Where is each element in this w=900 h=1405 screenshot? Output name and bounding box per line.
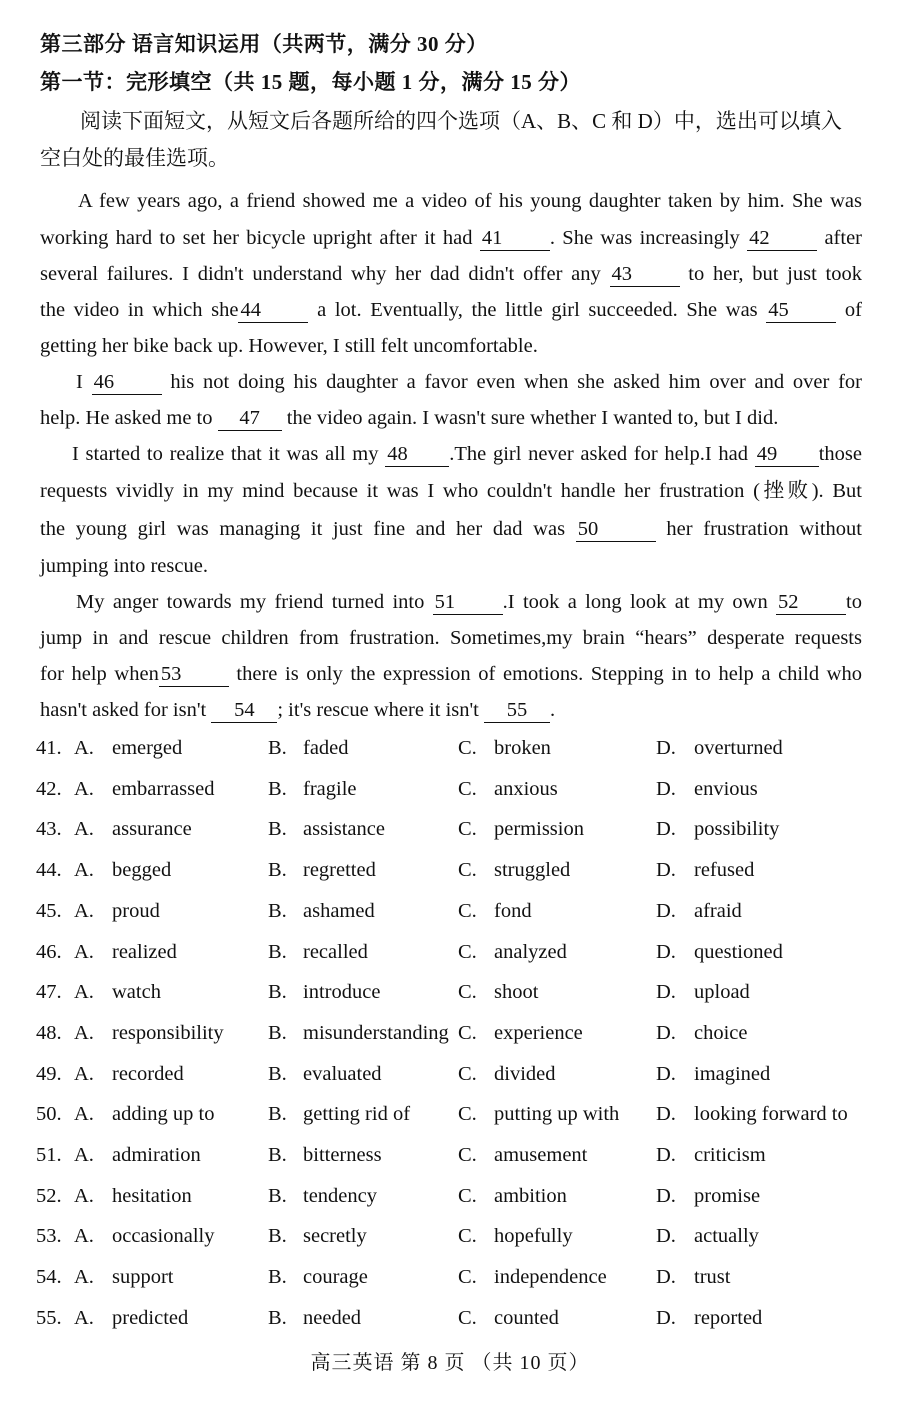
question-number: 46. — [36, 941, 62, 963]
option-letter-d: D. — [656, 1225, 676, 1247]
question-number: 50. — [36, 1103, 62, 1125]
option-d: promise — [694, 1185, 761, 1207]
option-c: independence — [494, 1266, 607, 1288]
option-a: assurance — [112, 818, 192, 840]
question-row — [36, 778, 876, 804]
option-letter-a: A. — [74, 737, 94, 759]
option-a: embarrassed — [112, 778, 215, 800]
option-b: regretted — [303, 859, 376, 881]
passage-line: working hard to set her bicycle upright after it had 41 . She was increasingly 42 after — [40, 227, 862, 249]
option-d: trust — [694, 1266, 731, 1288]
section-title: 第三部分 语言知识运用（共两节，满分 30 分） — [40, 32, 488, 56]
subsection-title: 第一节：完形填空（共 15 题，每小题 1 分，满分 15 分） — [40, 70, 581, 94]
question-row — [36, 859, 876, 885]
option-b: fragile — [303, 778, 357, 800]
option-b: tendency — [303, 1185, 377, 1207]
option-letter-a: A. — [74, 818, 94, 840]
option-letter-b: B. — [268, 1103, 287, 1125]
blank-41: 41 — [480, 228, 550, 251]
blank-44: 44 — [238, 300, 308, 323]
blank-50: 50 — [576, 519, 656, 542]
passage-line: jump in and rescue children from frustration. Sometimes,my brain “hears” desperate requests — [40, 627, 862, 649]
question-row — [36, 941, 876, 967]
option-letter-c: C. — [458, 1266, 477, 1288]
option-a: responsibility — [112, 1022, 224, 1044]
blank-43: 43 — [610, 264, 680, 287]
option-letter-a: A. — [74, 1103, 94, 1125]
option-b: recalled — [303, 941, 368, 963]
question-number: 42. — [36, 778, 62, 800]
option-a: realized — [112, 941, 177, 963]
option-letter-b: B. — [268, 818, 287, 840]
question-row — [36, 737, 876, 763]
option-letter-c: C. — [458, 900, 477, 922]
blank-52: 52 — [776, 592, 846, 615]
option-letter-a: A. — [74, 778, 94, 800]
option-b: courage — [303, 1266, 368, 1288]
option-c: putting up with — [494, 1103, 620, 1125]
option-letter-a: A. — [74, 1063, 94, 1085]
option-d: choice — [694, 1022, 748, 1044]
option-c: broken — [494, 737, 551, 759]
option-letter-c: C. — [458, 737, 477, 759]
option-letter-d: D. — [656, 941, 676, 963]
blank-45: 45 — [766, 300, 836, 323]
option-letter-d: D. — [656, 900, 676, 922]
option-letter-a: A. — [74, 900, 94, 922]
option-d: imagined — [694, 1063, 771, 1085]
blank-49: 49 — [755, 444, 819, 467]
option-letter-b: B. — [268, 1266, 287, 1288]
question-number: 45. — [36, 900, 62, 922]
option-a: emerged — [112, 737, 183, 759]
option-d: actually — [694, 1225, 759, 1247]
option-letter-b: B. — [268, 941, 287, 963]
question-number: 41. — [36, 737, 62, 759]
blank-54: 54 — [211, 700, 277, 723]
option-d: questioned — [694, 941, 783, 963]
option-letter-c: C. — [458, 818, 477, 840]
question-row — [36, 818, 876, 844]
passage-line: for help when53 there is only the expression of emotions. Stepping in to help a child who — [40, 663, 862, 685]
option-letter-d: D. — [656, 1144, 676, 1166]
blank-47: 47 — [218, 408, 282, 431]
option-c: fond — [494, 900, 532, 922]
option-letter-c: C. — [458, 941, 477, 963]
option-letter-a: A. — [74, 981, 94, 1003]
option-letter-d: D. — [656, 818, 676, 840]
question-row — [36, 1063, 876, 1089]
question-row — [36, 1022, 876, 1048]
option-letter-d: D. — [656, 1307, 676, 1329]
option-letter-b: B. — [268, 981, 287, 1003]
question-row — [36, 1266, 876, 1292]
passage-line: jumping into rescue. — [40, 555, 208, 577]
option-letter-a: A. — [74, 1185, 94, 1207]
option-letter-d: D. — [656, 1022, 676, 1044]
question-number: 43. — [36, 818, 62, 840]
option-d: possibility — [694, 818, 780, 840]
option-letter-b: B. — [268, 1225, 287, 1247]
option-b: getting rid of — [303, 1103, 411, 1125]
option-d: overturned — [694, 737, 783, 759]
option-letter-d: D. — [656, 1103, 676, 1125]
option-b: needed — [303, 1307, 362, 1329]
option-letter-c: C. — [458, 1144, 477, 1166]
question-row — [36, 1185, 876, 1211]
option-letter-c: C. — [458, 859, 477, 881]
option-a: support — [112, 1266, 174, 1288]
blank-42: 42 — [747, 228, 817, 251]
option-letter-c: C. — [458, 1307, 477, 1329]
instructions-line-2: 空白处的最佳选项。 — [40, 146, 229, 170]
option-letter-b: B. — [268, 1063, 287, 1085]
option-letter-b: B. — [268, 737, 287, 759]
question-row — [36, 1144, 876, 1170]
option-letter-a: A. — [74, 1144, 94, 1166]
instructions-line-1: 阅读下面短文，从短文后各题所给的四个选项（A、B、C 和 D）中，选出可以填入 — [80, 109, 842, 133]
passage-line: A few years ago, a friend showed me a video of his young daughter taken by him. She was — [78, 190, 862, 212]
passage-line: I started to realize that it was all my 48 .The girl never asked for help.I had 49 those — [72, 443, 862, 465]
option-letter-c: C. — [458, 1103, 477, 1125]
option-letter-b: B. — [268, 859, 287, 881]
blank-55: 55 — [484, 700, 550, 723]
option-letter-b: B. — [268, 778, 287, 800]
question-number: 52. — [36, 1185, 62, 1207]
option-d: reported — [694, 1307, 763, 1329]
option-letter-d: D. — [656, 1266, 676, 1288]
option-c: hopefully — [494, 1225, 573, 1247]
option-b: faded — [303, 737, 349, 759]
option-a: predicted — [112, 1307, 189, 1329]
option-letter-c: C. — [458, 1185, 477, 1207]
option-a: begged — [112, 859, 172, 881]
option-d: refused — [694, 859, 755, 881]
question-row — [36, 981, 876, 1007]
option-letter-b: B. — [268, 1185, 287, 1207]
option-letter-c: C. — [458, 1063, 477, 1085]
option-letter-a: A. — [74, 1307, 94, 1329]
option-a: watch — [112, 981, 161, 1003]
question-row — [36, 900, 876, 926]
option-c: experience — [494, 1022, 583, 1044]
blank-53: 53 — [159, 664, 229, 687]
option-letter-c: C. — [458, 778, 477, 800]
question-number: 53. — [36, 1225, 62, 1247]
option-letter-b: B. — [268, 1144, 287, 1166]
question-number: 54. — [36, 1266, 62, 1288]
blank-46: 46 — [92, 372, 162, 395]
option-a: admiration — [112, 1144, 201, 1166]
option-letter-c: C. — [458, 981, 477, 1003]
blank-48: 48 — [385, 444, 449, 467]
option-a: hesitation — [112, 1185, 192, 1207]
option-b: bitterness — [303, 1144, 382, 1166]
option-d: criticism — [694, 1144, 766, 1166]
page-footer: 高三英语 第 8 页 （共 10 页） — [310, 1352, 590, 1374]
option-d: envious — [694, 778, 758, 800]
option-d: upload — [694, 981, 750, 1003]
passage-line: requests vividly in my mind because it was I who couldn't handle her frustration (挫败). But — [40, 480, 862, 502]
passage-line: My anger towards my friend turned into 51 .I took a long look at my own 52 to — [76, 591, 862, 613]
option-letter-b: B. — [268, 900, 287, 922]
question-number: 49. — [36, 1063, 62, 1085]
question-row — [36, 1103, 876, 1129]
option-letter-a: A. — [74, 941, 94, 963]
option-b: evaluated — [303, 1063, 382, 1085]
option-letter-d: D. — [656, 1063, 676, 1085]
passage-line: hasn't asked for isn't 54 ; it's rescue where it isn't 55 . — [40, 699, 556, 721]
option-letter-a: A. — [74, 1225, 94, 1247]
blank-51: 51 — [433, 592, 503, 615]
option-b: introduce — [303, 981, 381, 1003]
option-letter-d: D. — [656, 1185, 676, 1207]
option-letter-b: B. — [268, 1022, 287, 1044]
question-number: 44. — [36, 859, 62, 881]
option-c: permission — [494, 818, 584, 840]
option-letter-d: D. — [656, 737, 676, 759]
option-letter-c: C. — [458, 1225, 477, 1247]
option-c: analyzed — [494, 941, 567, 963]
passage-line: I 46 his not doing his daughter a favor even when she asked him over and over for — [76, 371, 862, 393]
option-b: misunderstanding — [303, 1022, 449, 1044]
option-d: afraid — [694, 900, 742, 922]
option-letter-d: D. — [656, 778, 676, 800]
passage-line: several failures. I didn't understand why her dad didn't offer any 43 to her, but just took — [40, 263, 862, 285]
question-row — [36, 1225, 876, 1251]
option-letter-b: B. — [268, 1307, 287, 1329]
option-a: adding up to — [112, 1103, 215, 1125]
question-number: 55. — [36, 1307, 62, 1329]
option-a: recorded — [112, 1063, 184, 1085]
option-c: anxious — [494, 778, 558, 800]
question-number: 47. — [36, 981, 62, 1003]
option-a: proud — [112, 900, 160, 922]
option-c: shoot — [494, 981, 539, 1003]
option-b: assistance — [303, 818, 385, 840]
option-a: occasionally — [112, 1225, 215, 1247]
option-letter-c: C. — [458, 1022, 477, 1044]
option-c: amusement — [494, 1144, 588, 1166]
option-c: ambition — [494, 1185, 567, 1207]
option-letter-a: A. — [74, 859, 94, 881]
option-letter-a: A. — [74, 1022, 94, 1044]
question-row — [36, 1307, 876, 1333]
option-b: ashamed — [303, 900, 375, 922]
passage-line: the young girl was managing it just fine and her dad was 50 her frustration without — [40, 518, 862, 540]
option-c: counted — [494, 1307, 559, 1329]
option-letter-d: D. — [656, 981, 676, 1003]
passage-line: the video in which she44 a lot. Eventually, the little girl succeeded. She was 45 of — [40, 299, 862, 321]
question-number: 48. — [36, 1022, 62, 1044]
option-c: struggled — [494, 859, 571, 881]
option-d: looking forward to — [694, 1103, 848, 1125]
option-c: divided — [494, 1063, 556, 1085]
option-b: secretly — [303, 1225, 367, 1247]
option-letter-d: D. — [656, 859, 676, 881]
passage-line: help. He asked me to 47 the video again. I wasn't sure whether I wanted to, but I did. — [40, 407, 779, 429]
passage-line: getting her bike back up. However, I still felt uncomfortable. — [40, 335, 538, 357]
question-number: 51. — [36, 1144, 62, 1166]
option-letter-a: A. — [74, 1266, 94, 1288]
